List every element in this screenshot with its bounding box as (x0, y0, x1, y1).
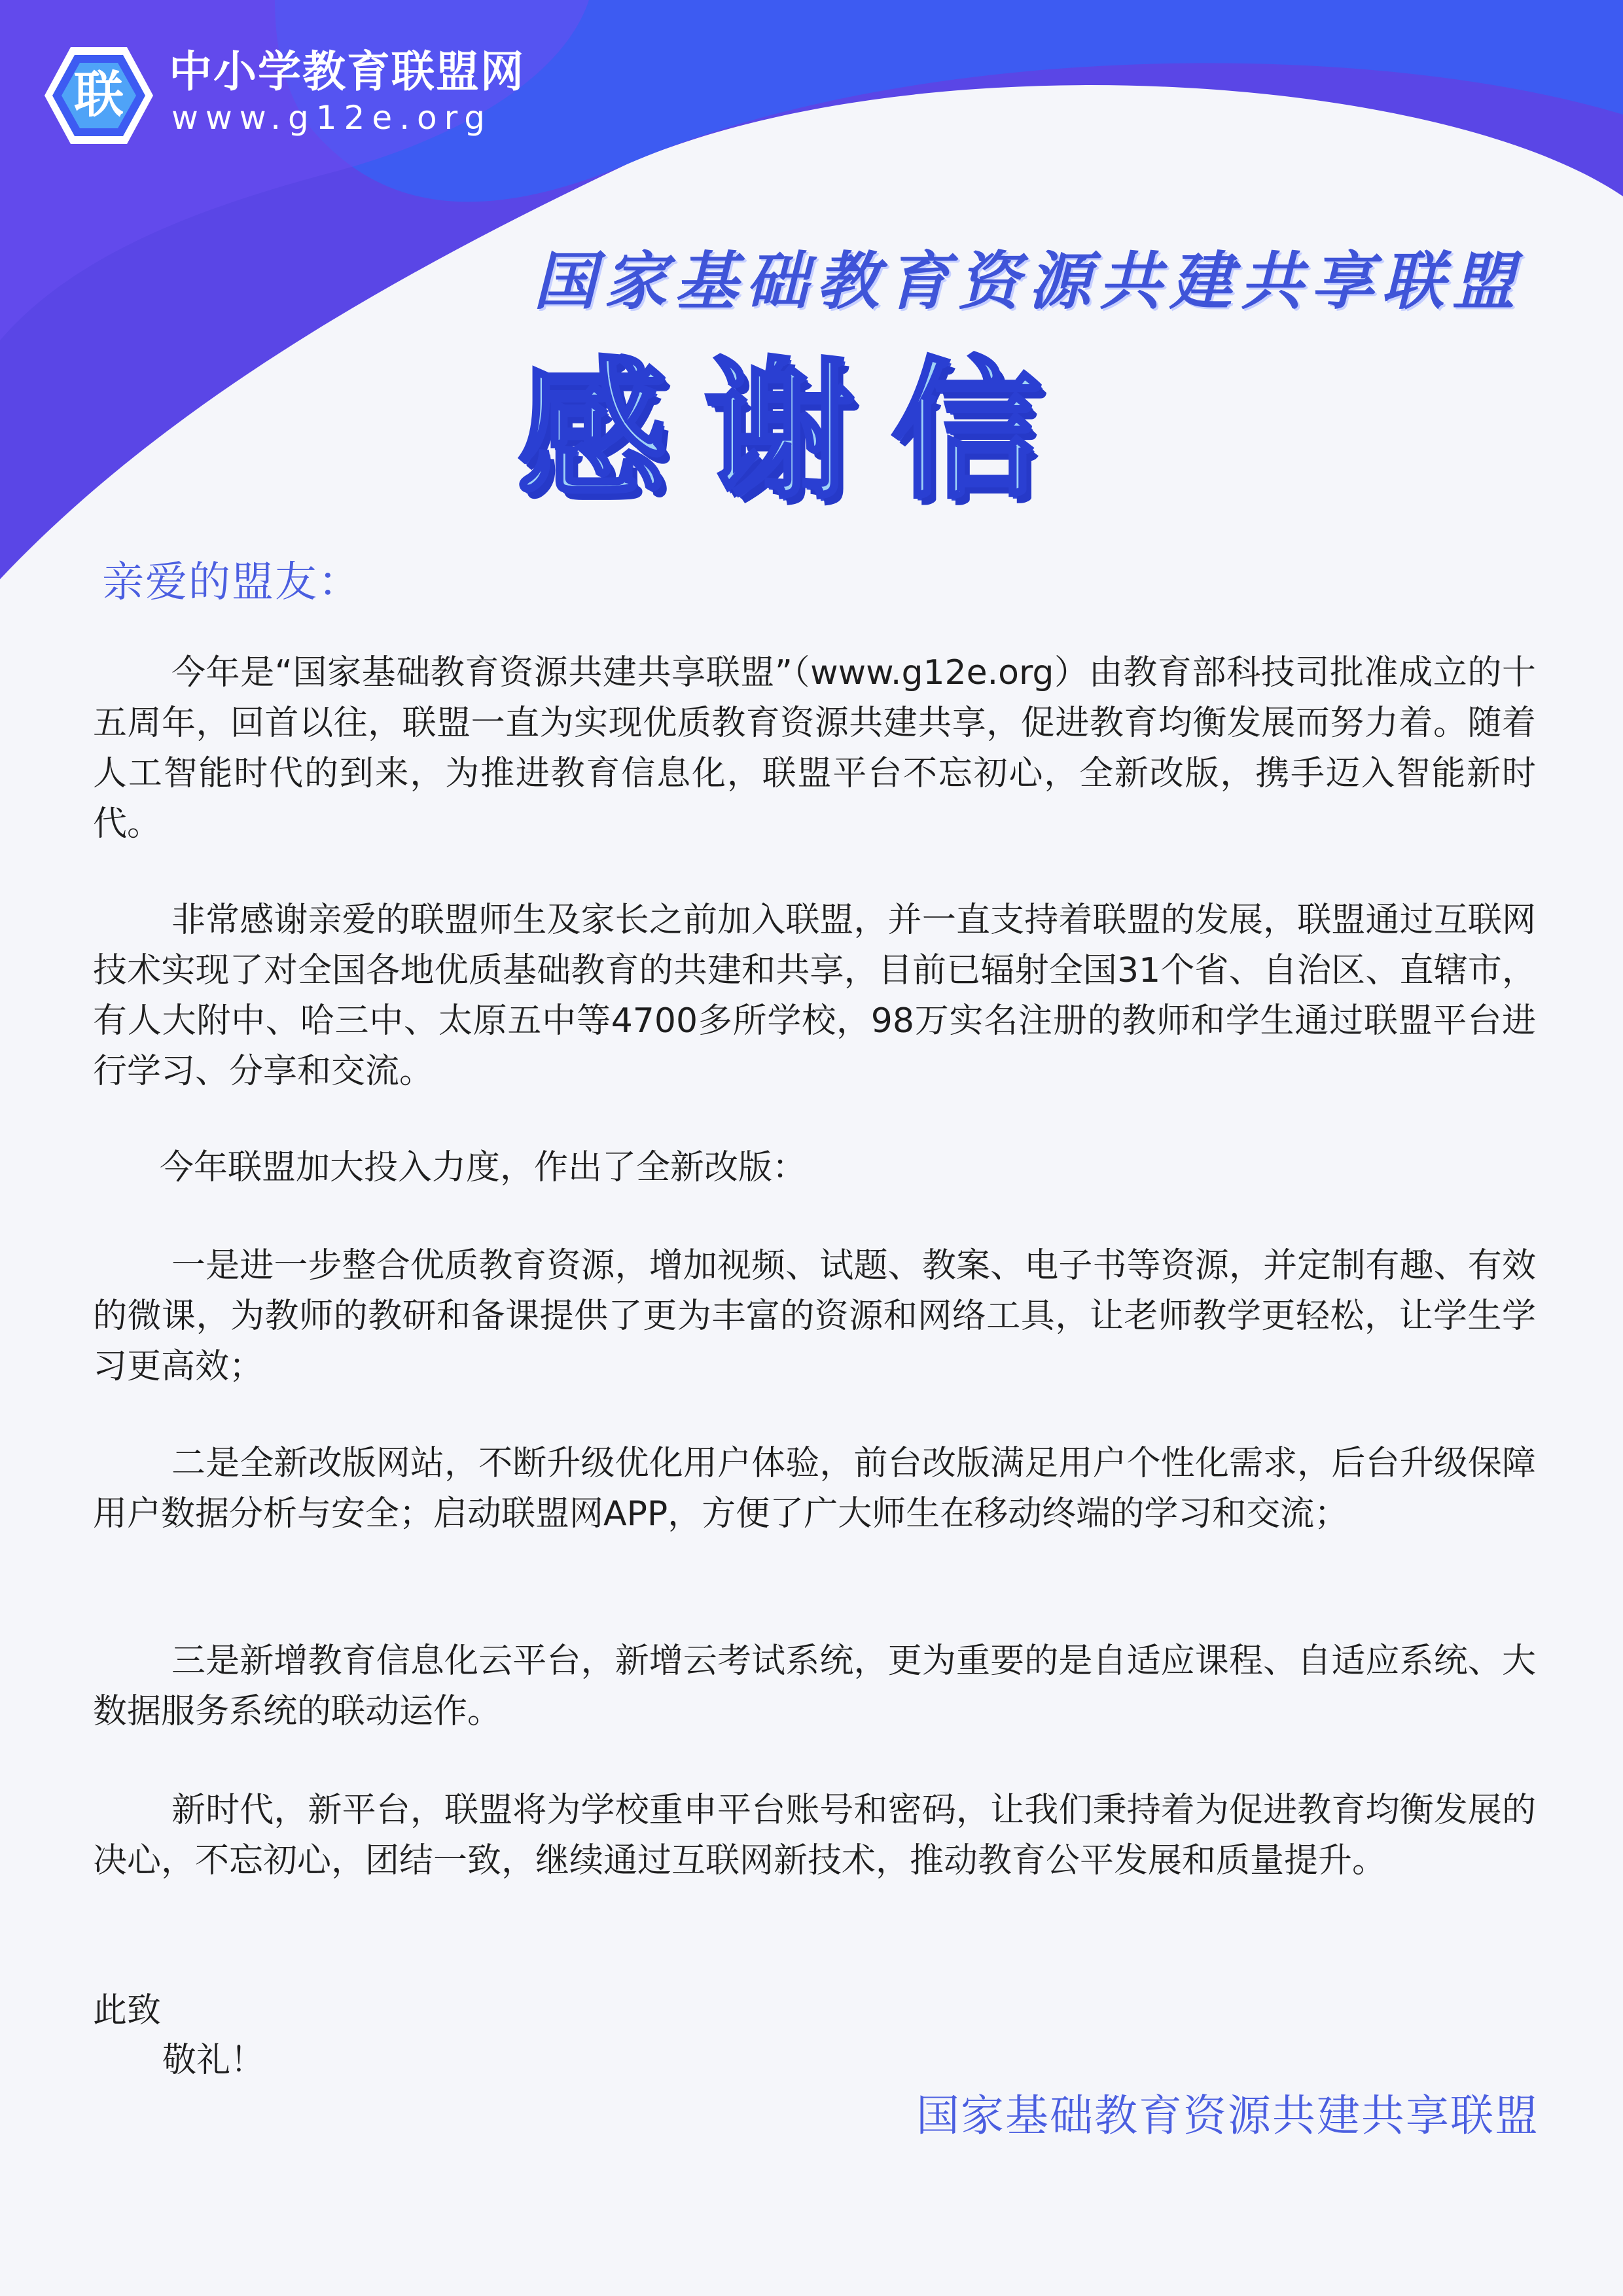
organization-heading: 国家基础教育资源共建共享联盟 (533, 244, 1523, 318)
greeting: 亲爱的盟友： (102, 558, 361, 607)
signature: 国家基础教育资源共建共享联盟 (916, 2090, 1539, 2141)
paragraph-upgrade-intro: 今年联盟加大投入力度，作出了全新改版： (160, 1148, 807, 1187)
paragraph-point-two: 二是全新改版网站，不断升级优化用户体验，前台改版满足用户个性化需求，后台升级保障用户数据分析与安全；启动联盟网APP，方便了广大师生在移动终端的学习和交流； (93, 1444, 1536, 1534)
paragraph-point-three: 三是新增教育信息化云平台，新增云考试系统，更为重要的是自适应课程、自适应系统、大数据服务系统的联动运作。 (93, 1641, 1536, 1731)
closing-salutation: 此致 (93, 1991, 162, 2030)
brand-name: 中小学教育联盟网 (169, 46, 525, 97)
brand-url: www.g12e.org (171, 99, 493, 137)
paragraph-point-one: 一是进一步整合优质教育资源，增加视频、试题、教案、电子书等资源，并定制有趣、有效的微课，为教师的教研和备课提供了更为丰富的资源和网络工具，让老师教学更轻松，让学生学习更高效； (93, 1246, 1536, 1386)
paragraph-closing: 新时代，新平台，联盟将为学校重申平台账号和密码，让我们秉持着为促进教育均衡发展的决心，不忘初心，团结一致，继续通过互联网新技术，推动教育公平发展和质量提升。 (93, 1791, 1536, 1880)
logo (43, 43, 154, 148)
paragraph-intro: 今年是“国家基础教育资源共建共享联盟”（www.g12e.org）由教育部科技司批准成立的十五周年，回首以往，联盟一直为实现优质教育资源共建共享，促进教育均衡发展而努力着。随着人工智能时代的到来，为推进教育信息化，联盟平台不忘初心，全新改版，携手迈入智能新时代。 (93, 653, 1536, 844)
paragraph-thanks: 非常感谢亲爱的联盟师生及家长之前加入联盟，并一直支持着联盟的发展，联盟通过互联网技术实现了对全国各地优质基础教育的共建和共享，目前已辐射全国31个省、自治区、直辖市，有人大附中、哈三中、太原五中等4700多所学校，98万实名注册的教师和学生通过联盟平台进行学习、分享和交流。 (93, 901, 1536, 1091)
letter-title: 感谢信 (517, 344, 1079, 519)
logo-glyph: 联 (74, 65, 124, 124)
closing-regards: 敬礼！ (162, 2041, 265, 2080)
